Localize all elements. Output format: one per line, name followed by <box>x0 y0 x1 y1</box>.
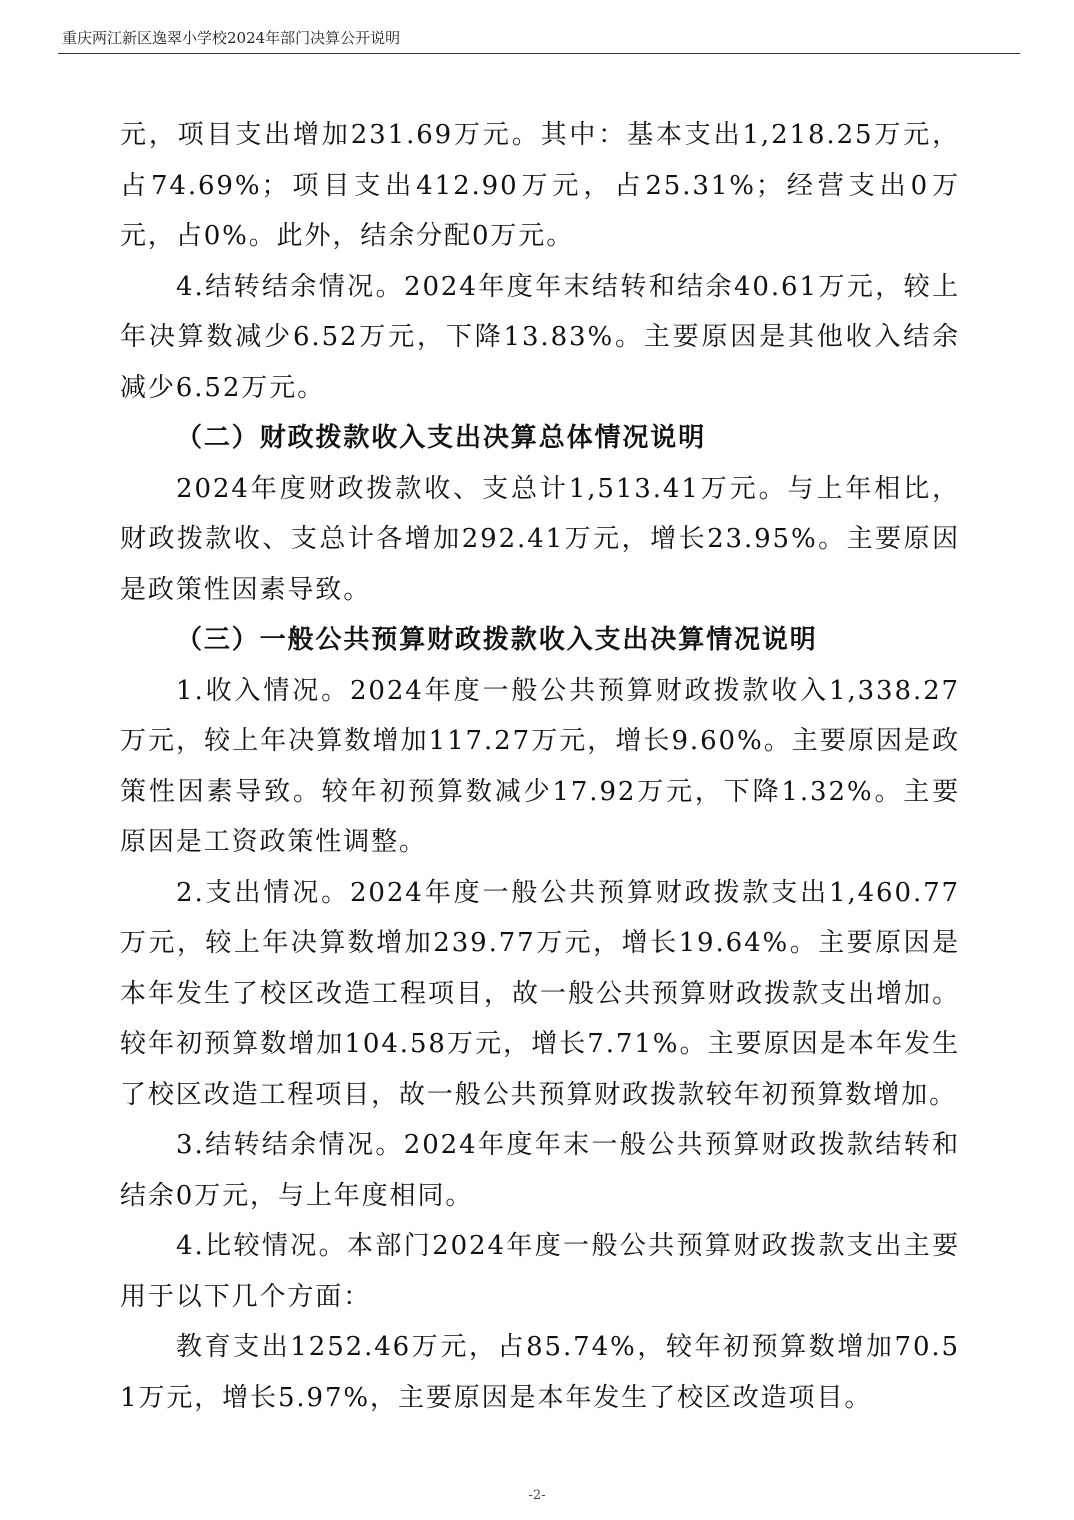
page-number: -2- <box>528 1488 546 1503</box>
paragraph-expenditure: 2.支出情况。2024年度一般公共预算财政拨款支出1,460.77万元，较上年决算数增加239.77万元，增长19.64%。主要原因是本年发生了校区改造工程项目，故一般公共预算财政拨款支出增加。较年初预算数增加104.58万元，增长7.71%。主要原因是本年发生了校区改造工程项目，故一般公共预算财政拨款较年初预算数增加。 <box>120 877 960 1110</box>
section-heading-general-public-budget: （三）一般公共预算财政拨款收入支出决算情况说明 <box>176 625 818 655</box>
paragraph-income: 1.收入情况。2024年度一般公共预算财政拨款收入1,338.27万元，较上年决算数增加117.27万元，增长9.60%。主要原因是政策性因素导致。较年初预算数减少17.92万元，下降1.32%。主要原因是工资政策性调整。 <box>120 675 960 857</box>
paragraph-expenditure-summary: 元，项目支出增加231.69万元。其中：基本支出1,218.25万元，占74.69%；项目支出412.90万元，占25.31%；经营支出0万元，占0%。此外，结余分配0万元。 <box>120 120 960 251</box>
paragraph-carryover-balance: 4.结转结余情况。2024年度年末结转和结余40.61万元，较上年决算数减少6.52万元，下降13.83%。主要原因是其他收入结余减少6.52万元。 <box>120 271 960 403</box>
document-body <box>120 110 960 1423</box>
paragraph-carryover-general-budget: 3.结转结余情况。2024年度年末一般公共预算财政拨款结转和结余0万元，与上年度相同。 <box>120 1130 960 1211</box>
section-heading-fiscal-appropriation: （二）财政拨款收入支出决算总体情况说明 <box>176 423 707 453</box>
paragraph-comparison: 4.比较情况。本部门2024年度一般公共预算财政拨款支出主要用于以下几个方面： <box>120 1231 960 1312</box>
paragraph-fiscal-appropriation-total: 2024年度财政拨款收、支总计1,513.41万元。与上年相比，财政拨款收、支总计各增加292.41万元，增长23.95%。主要原因是政策性因素导致。 <box>120 473 960 605</box>
paragraph-education-expenditure: 教育支出1252.46万元，占85.74%，较年初预算数增加70.51万元，增长5.97%，主要原因是本年发生了校区改造项目。 <box>120 1332 960 1413</box>
header-divider <box>58 53 1020 54</box>
page-header-title: 重庆两江新区逸翠小学校2024年部门决算公开说明 <box>62 29 401 47</box>
